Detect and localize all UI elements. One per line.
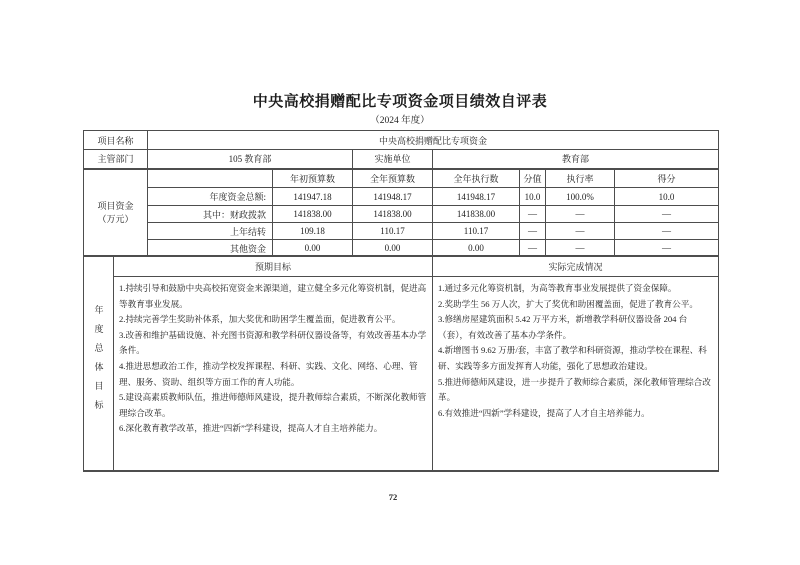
actual-item: 4.新增图书 9.62 万册/套，丰富了教学和科研资源，推动学校在课程、科研、实践等多方面发挥育人功能，强化了思想政治建设。 bbox=[438, 345, 707, 371]
carryover-initial: 109.18 bbox=[273, 223, 353, 240]
col-header-annual-budget: 全年预算数 bbox=[353, 169, 433, 188]
actual-item: 5.推进师德师风建设，进一步提升了教师综合素质，深化教师管理综合改革。 bbox=[438, 376, 711, 403]
fund-section-label: 项目资金 （万元） bbox=[84, 169, 148, 257]
col-header-executed: 全年执行数 bbox=[433, 169, 520, 188]
project-name-row bbox=[84, 131, 719, 150]
fund-row-total bbox=[84, 188, 719, 206]
impl-unit-value: 教育部 bbox=[433, 150, 719, 169]
total-rate: 100.0% bbox=[546, 188, 615, 206]
row-label-carryover: 上年结转 bbox=[148, 223, 273, 240]
expected-item: 2.持续完善学生奖助补体系，加大奖优和助困学生覆盖面，促进教育公平。 bbox=[119, 314, 401, 325]
col-header-score: 得分 bbox=[615, 169, 719, 188]
expected-item: 6.深化教育教学改革，推进“四新”学科建设，提高人才自主培养能力。 bbox=[119, 423, 383, 434]
carryover-executed: 110.17 bbox=[433, 223, 520, 240]
fund-row-carryover bbox=[84, 223, 719, 240]
other-initial: 0.00 bbox=[273, 240, 353, 257]
other-points: — bbox=[520, 240, 546, 257]
info-and-fund-table bbox=[83, 130, 719, 257]
row-label-fiscal: 其中：财政拨款 bbox=[148, 206, 273, 223]
carryover-points: — bbox=[520, 223, 546, 240]
fiscal-points: — bbox=[520, 206, 546, 223]
actual-item: 6.有效推进“四新”学科建设，提高了人才自主培养能力。 bbox=[438, 407, 650, 418]
page-number: 72 bbox=[388, 492, 398, 502]
dept-value: 105 教育部 bbox=[148, 150, 353, 169]
row-label-other: 其他资金 bbox=[148, 240, 273, 257]
goals-content-row bbox=[84, 277, 719, 471]
actual-completion-list bbox=[433, 277, 719, 471]
actual-item: 3.修缮房屋建筑面积 5.42 万平方米，新增教学科研仪器设备 204 台（套），有效改善了基本办学条件。 bbox=[438, 314, 688, 340]
other-executed: 0.00 bbox=[433, 240, 520, 257]
total-initial: 141947.18 bbox=[273, 188, 353, 206]
dept-label: 主管部门 bbox=[84, 150, 148, 169]
carryover-score: — bbox=[615, 223, 719, 240]
actual-item: 1.通过多元化筹资机制，为高等教育事业发展提供了资金保障。 bbox=[438, 283, 677, 293]
fiscal-initial: 141838.00 bbox=[273, 206, 353, 223]
department-row bbox=[84, 150, 719, 169]
total-executed: 141948.17 bbox=[433, 188, 520, 206]
expected-item: 4.推进思想政治工作，推动学校发挥课程、科研、实践、文化、网络、心理、管理、服务、资助、组织等方面工作的育人功能。 bbox=[119, 360, 418, 387]
annual-goal-side-label: 年度总体目标 bbox=[84, 256, 114, 471]
empty-cell bbox=[148, 169, 273, 188]
total-score: 10.0 bbox=[615, 188, 719, 206]
col-header-initial-budget: 年初预算数 bbox=[273, 169, 353, 188]
total-annual: 141948.17 bbox=[353, 188, 433, 206]
fund-row-other bbox=[84, 240, 719, 257]
fund-header-row bbox=[84, 169, 719, 188]
col-header-points: 分值 bbox=[520, 169, 546, 188]
impl-unit-label: 实施单位 bbox=[353, 150, 433, 169]
fiscal-executed: 141838.00 bbox=[433, 206, 520, 223]
other-annual: 0.00 bbox=[353, 240, 433, 257]
expected-item: 5.建设高素质教师队伍，推进师德师风建设，提升教师综合素质，不断深化教师管理综合改革。 bbox=[119, 392, 427, 418]
goals-header-row bbox=[84, 256, 719, 277]
carryover-rate: — bbox=[546, 223, 615, 240]
fiscal-rate: — bbox=[546, 206, 615, 223]
expected-goal-header: 预期目标 bbox=[114, 256, 433, 277]
col-header-rate: 执行率 bbox=[546, 169, 615, 188]
actual-item: 2.奖助学生 56 万人次，扩大了奖优和助困覆盖面，促进了教育公平。 bbox=[438, 298, 698, 309]
fund-row-fiscal bbox=[84, 206, 719, 223]
fiscal-annual: 141838.00 bbox=[353, 206, 433, 223]
project-name-label: 项目名称 bbox=[84, 131, 148, 150]
row-label-total: 年度资金总额: bbox=[148, 188, 273, 206]
actual-completion-header: 实际完成情况 bbox=[433, 256, 719, 277]
expected-goal-list bbox=[114, 277, 433, 471]
other-rate: — bbox=[546, 240, 615, 257]
other-score: — bbox=[615, 240, 719, 257]
carryover-annual: 110.17 bbox=[353, 223, 433, 240]
project-name-value: 中央高校捐赠配比专项资金 bbox=[148, 131, 719, 150]
goals-table bbox=[83, 255, 719, 472]
page-subtitle: （2024 年度） bbox=[370, 116, 430, 126]
fiscal-score: — bbox=[615, 206, 719, 223]
total-points: 10.0 bbox=[520, 188, 546, 206]
expected-item: 1.持续引导和鼓励中央高校拓宽资金来源渠道，建立健全多元化筹资机制，促进高等教育事业发展。 bbox=[119, 283, 427, 309]
page-title: 中央高校捐赠配比专项资金项目绩效自评表 bbox=[252, 94, 548, 110]
expected-item: 3.改善和维护基础设施、补充图书资源和教学科研仪器设备等，有效改善基本办学条件。 bbox=[119, 329, 427, 356]
